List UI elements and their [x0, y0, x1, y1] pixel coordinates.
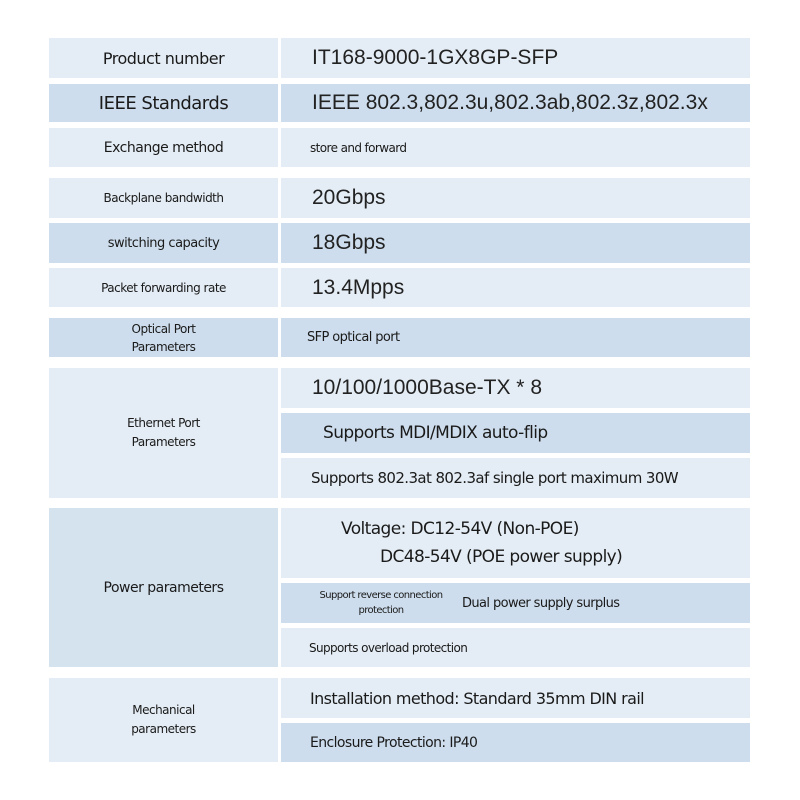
label-packet-forwarding-rate: Packet forwarding rate: [49, 268, 278, 307]
label-power-parameters: Power parameters: [49, 508, 278, 667]
dual-power-supply: Dual power supply surplus: [462, 595, 620, 611]
value-optical-port: SFP optical port: [281, 318, 750, 357]
label-mechanical-parameters: Mechanical parameters: [49, 678, 278, 762]
value-overload-protection: Supports overload protection: [281, 628, 750, 667]
value-product-number: IT168-9000-1GX8GP-SFP: [281, 38, 750, 78]
value-installation-method: Installation method: Standard 35mm DIN rail: [281, 678, 750, 718]
label-ieee-standards: IEEE Standards: [49, 84, 278, 122]
value-voltage: [281, 508, 750, 578]
value-exchange-method: store and forward: [281, 128, 750, 167]
value-ieee-standards: IEEE 802.3,802.3u,802.3ab,802.3z,802.3x: [281, 84, 750, 122]
reverse-connection-protection: Support reverse connection protection: [319, 590, 443, 616]
voltage-line-1: Voltage: DC12-54V (Non-POE): [341, 519, 579, 539]
value-power-protection: [281, 583, 750, 623]
value-mdi-mdix: Supports MDI/MDIX auto-flip: [281, 413, 750, 453]
label-backplane-bandwidth: Backplane bandwidth: [49, 178, 278, 218]
value-poe-support: Supports 802.3at 802.3af single port maximum 30W: [281, 458, 750, 498]
value-enclosure-protection: Enclosure Protection: IP40: [281, 723, 750, 762]
label-exchange-method: Exchange method: [49, 128, 278, 167]
voltage-line-2: DC48-54V (POE power supply): [380, 547, 623, 567]
value-packet-forwarding-rate: 13.4Mpps: [281, 268, 750, 307]
value-backplane-bandwidth: 20Gbps: [281, 178, 750, 218]
label-switching-capacity: switching capacity: [49, 223, 278, 263]
label-optical-port: Optical Port Parameters: [49, 318, 278, 357]
label-product-number: Product number: [49, 38, 278, 78]
value-ethernet-ports: 10/100/1000Base-TX * 8: [281, 368, 750, 408]
label-ethernet-port: Ethernet Port Parameters: [49, 368, 278, 498]
value-switching-capacity: 18Gbps: [281, 223, 750, 263]
